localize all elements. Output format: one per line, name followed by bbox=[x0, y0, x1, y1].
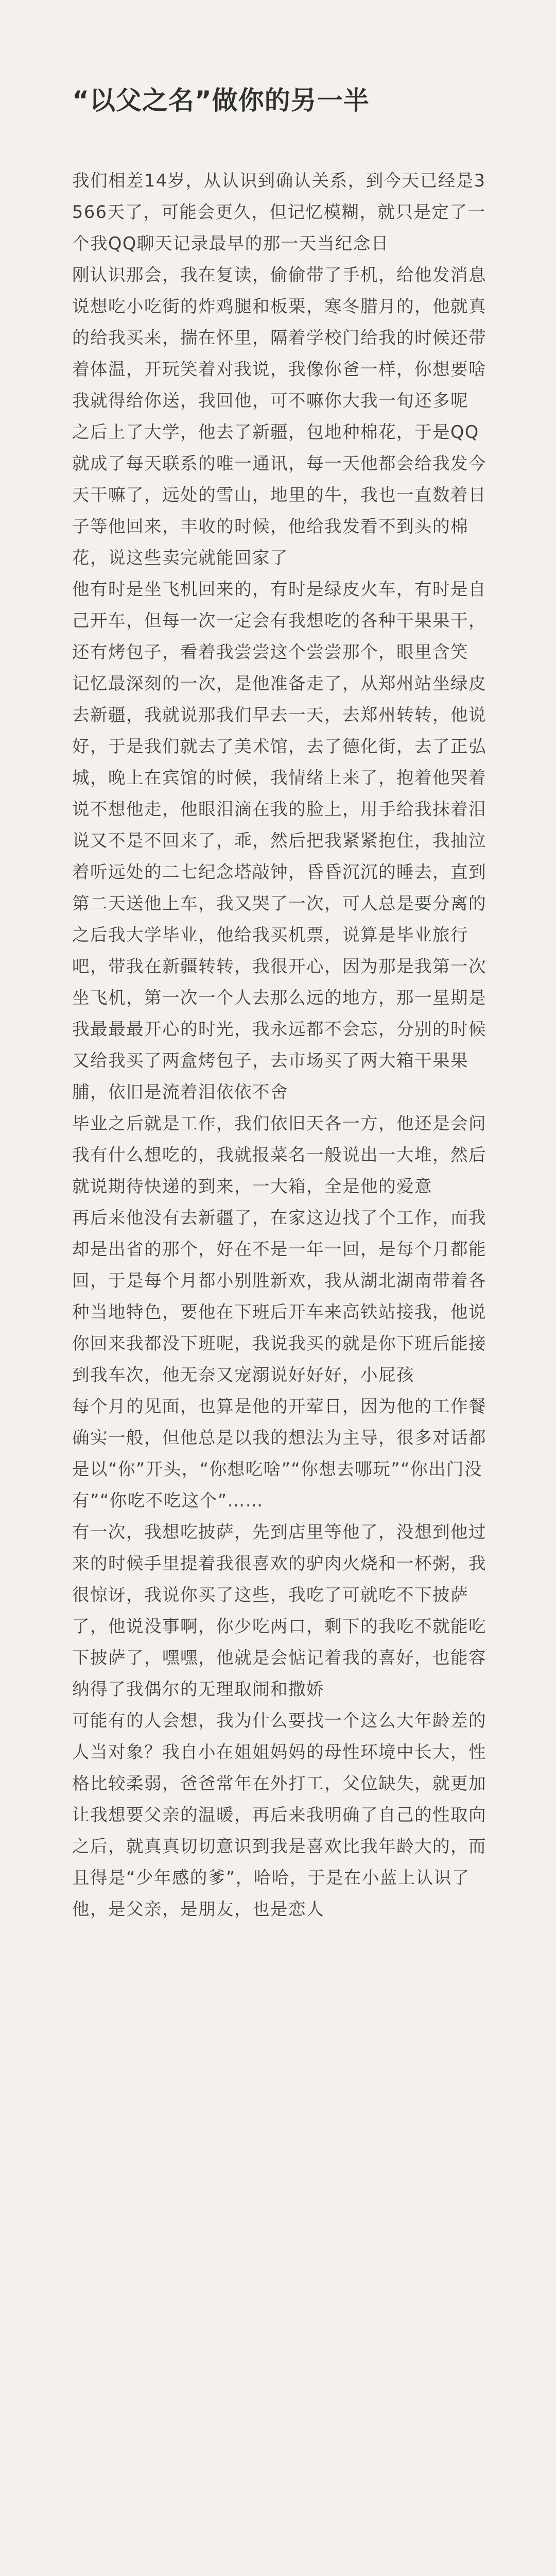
note-paragraph: 毕业之后就是工作，我们依旧天各一方，他还是会问我有什么想吃的，我就报菜名一般说出一大堆，然后就说期待快递的到来，一大箱，全是他的爱意 bbox=[72, 1113, 486, 1196]
note-paragraph: 可能有的人会想，我为什么要找一个这么大年龄差的人当对象？我自小在姐姐妈妈的母性环境中长大，性格比较柔弱，爸爸常年在外打工，父位缺失，就更加让我想要父亲的温暖，再后来我明确了自己的性取向之后，就真真切切意识到我是喜欢比我年龄大的，而且得是“少年感的爹”，哈哈，于是在小蓝上认识了他，是父亲，是朋友，也是恋人 bbox=[72, 1710, 486, 1919]
note-paragraph: 刚认识那会，我在复读，偷偷带了手机，给他发消息说想吃小吃街的炸鸡腿和板栗，寒冬腊月的，他就真的给我买来，揣在怀里，隔着学校门给我的时候还带着体温，开玩笑着对我说，我像你爸一样，你想要啥我就得给你送，我回他，可不嘛你大我一旬还多呢 bbox=[72, 265, 486, 411]
note-title: “以父之名”做你的另一半 bbox=[72, 86, 370, 115]
note-paragraph: 之后上了大学，他去了新疆，包地种棉花，于是QQ就成了每天联系的唯一通讯，每一天他都会给我发今天干嘛了，远处的雪山，地里的牛，我也一直数着日子等他回来，丰收的时候，他给我发看不到头的棉花，说这些卖完就能回家了 bbox=[72, 422, 486, 568]
note-body bbox=[72, 165, 494, 1925]
note-paragraph: 我们相差14岁，从认识到确认关系，到今天已经是3566天了，可能会更久，但记忆模糊，就只是定了一个我QQ聊天记录最早的那一天当纪念日 bbox=[72, 171, 486, 253]
note-paragraph: 他有时是坐飞机回来的，有时是绿皮火车，有时是自己开车，但每一次一定会有我想吃的各种干果果干，还有烤包子，看着我尝尝这个尝尝那个，眼里含笑 bbox=[72, 579, 486, 662]
note-paragraph: 有一次，我想吃披萨，先到店里等他了，没想到他过来的时候手里提着我很喜欢的驴肉火烧和一杯粥，我很惊讶，我说你买了这些，我吃了可就吃不下披萨了，他说没事啊，你少吃两口，剩下的我吃不就能吃下披萨了，嘿嘿，他就是会惦记着我的喜好，也能容纳得了我偶尔的无理取闹和撒娇 bbox=[72, 1522, 486, 1699]
note-paragraph: 再后来他没有去新疆了，在家这边找了个工作，而我却是出省的那个，好在不是一年一回，是每个月都能回，于是每个月都小别胜新欢，我从湖北湖南带着各种当地特色，要他在下班后开车来高铁站接我，他说你回来我都没下班呢，我说我买的就是你下班后能接到我车次，他无奈又宠溺说好好好，小屁孩 bbox=[72, 1208, 486, 1385]
note-paragraph: 每个月的见面，也算是他的开荤日，因为他的工作餐确实一般，但他总是以我的想法为主导，很多对话都是以“你”开头，“你想吃啥”“你想去哪玩”“你出门没有”“你吃不吃这个”…… bbox=[72, 1396, 486, 1511]
note-paragraph: 记忆最深刻的一次，是他准备走了，从郑州站坐绿皮去新疆，我就说那我们早去一天，去郑州转转，他说好，于是我们就去了美术馆，去了德化街，去了正弘城，晚上在宾馆的时候，我情绪上来了，抱着他哭着说不想他走，他眼泪滴在我的脸上，用手给我抹着泪说又不是不回来了，乖，然后把我紧紧抱住，我抽泣着听远处的二七纪念塔敲钟，昏昏沉沉的睡去，直到第二天送他上车，我又哭了一次，可人总是要分离的 bbox=[72, 673, 486, 913]
note-paragraph: 之后我大学毕业，他给我买机票，说算是毕业旅行吧，带我在新疆转转，我很开心，因为那是我第一次坐飞机，第一次一个人去那么远的地方，那一星期是我最最最开心的时光，我永远都不会忘，分别的时候又给我买了两盒烤包子，去市场买了两大箱干果果脯，依旧是流着泪依依不舍 bbox=[72, 925, 486, 1102]
